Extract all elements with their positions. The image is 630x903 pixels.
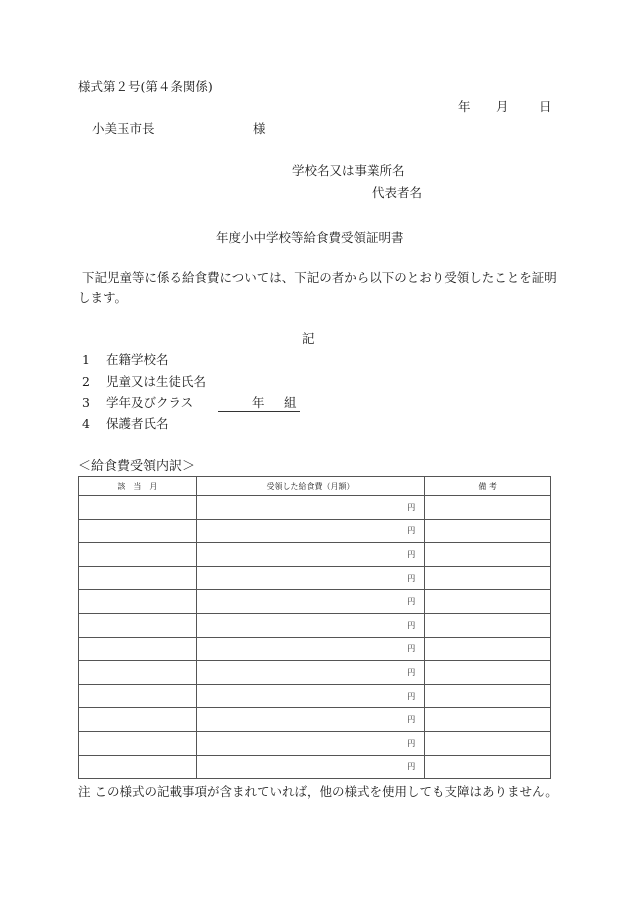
amount-cell[interactable]: 円	[196, 519, 425, 543]
month-cell[interactable]	[79, 708, 197, 732]
certification-body: 下記児童等に係る給食費については、下記の者から以下のとおり受領したことを証明します。	[78, 270, 557, 305]
month-cell[interactable]	[79, 519, 197, 543]
amount-cell[interactable]: 円	[196, 543, 425, 567]
month-cell[interactable]	[79, 684, 197, 708]
table-row	[79, 613, 551, 637]
month-cell[interactable]	[79, 590, 197, 614]
remarks-cell[interactable]	[425, 566, 551, 590]
header-remarks: 備 考	[425, 477, 551, 496]
item-student	[82, 376, 206, 389]
remarks-cell[interactable]	[425, 637, 551, 661]
certification-text	[78, 268, 558, 308]
ki-heading: 記	[302, 331, 315, 346]
addressee: 小美玉市長	[92, 121, 155, 136]
remarks-cell[interactable]	[425, 684, 551, 708]
amount-cell[interactable]: 円	[196, 637, 425, 661]
month-cell[interactable]	[79, 755, 197, 779]
amount-cell[interactable]: 円	[196, 731, 425, 755]
item-number: 2	[82, 374, 90, 389]
date-month: 月	[496, 99, 509, 114]
month-cell[interactable]	[79, 637, 197, 661]
month-cell[interactable]	[79, 543, 197, 567]
item-school	[82, 354, 169, 367]
breakdown-heading: ＜給食費受領内訳＞	[78, 459, 196, 474]
month-cell[interactable]	[79, 613, 197, 637]
amount-cell[interactable]: 円	[196, 661, 425, 685]
month-cell[interactable]	[79, 566, 197, 590]
table-row	[79, 590, 551, 614]
table-row	[79, 566, 551, 590]
amount-cell[interactable]: 円	[196, 590, 425, 614]
breakdown-table	[78, 476, 551, 779]
school-name-label: 学校名又は事業所名	[292, 163, 405, 178]
amount-cell[interactable]: 円	[196, 684, 425, 708]
item-class	[82, 397, 193, 410]
item-guardian	[82, 418, 169, 431]
table-row	[79, 496, 551, 520]
document-title: 年度小中学校等給食費受領証明書	[216, 230, 404, 245]
remarks-cell[interactable]	[425, 731, 551, 755]
table-row	[79, 543, 551, 567]
amount-cell[interactable]: 円	[196, 496, 425, 520]
amount-cell[interactable]: 円	[196, 566, 425, 590]
item-label: 児童又は生徒氏名	[106, 374, 207, 389]
table-row	[79, 519, 551, 543]
honorific: 様	[253, 121, 266, 136]
header-month: 該 当 月	[79, 477, 197, 496]
item-label: 在籍学校名	[106, 352, 169, 367]
remarks-cell[interactable]	[425, 519, 551, 543]
remarks-cell[interactable]	[425, 590, 551, 614]
representative-label: 代表者名	[372, 185, 423, 200]
month-cell[interactable]	[79, 496, 197, 520]
amount-cell[interactable]: 円	[196, 708, 425, 732]
class-year-label: 年	[252, 395, 265, 410]
remarks-cell[interactable]	[425, 755, 551, 779]
header-amount: 受領した給食費（月額）	[196, 477, 425, 496]
item-number: 3	[82, 395, 90, 410]
table-row	[79, 755, 551, 779]
month-cell[interactable]	[79, 661, 197, 685]
table-row	[79, 684, 551, 708]
table-row	[79, 637, 551, 661]
item-label: 学年及びクラス	[106, 395, 194, 410]
item-label: 保護者氏名	[106, 416, 169, 431]
item-number: 1	[82, 352, 90, 367]
table-row	[79, 708, 551, 732]
class-field	[218, 397, 300, 412]
table-row	[79, 731, 551, 755]
month-cell[interactable]	[79, 731, 197, 755]
table-row	[79, 661, 551, 685]
item-number: 4	[82, 416, 90, 431]
remarks-cell[interactable]	[425, 708, 551, 732]
table-header-row	[79, 477, 551, 496]
form-number: 様式第２号(第４条関係)	[78, 79, 213, 94]
remarks-cell[interactable]	[425, 543, 551, 567]
note: 注 この様式の記載事項が含まれていれば，他の様式を使用しても支障はありません。	[78, 784, 558, 799]
date-day: 日	[539, 99, 552, 114]
remarks-cell[interactable]	[425, 661, 551, 685]
amount-cell[interactable]: 円	[196, 613, 425, 637]
date-year: 年	[458, 99, 471, 114]
class-group-label: 組	[284, 395, 297, 410]
amount-cell[interactable]: 円	[196, 755, 425, 779]
remarks-cell[interactable]	[425, 496, 551, 520]
remarks-cell[interactable]	[425, 613, 551, 637]
